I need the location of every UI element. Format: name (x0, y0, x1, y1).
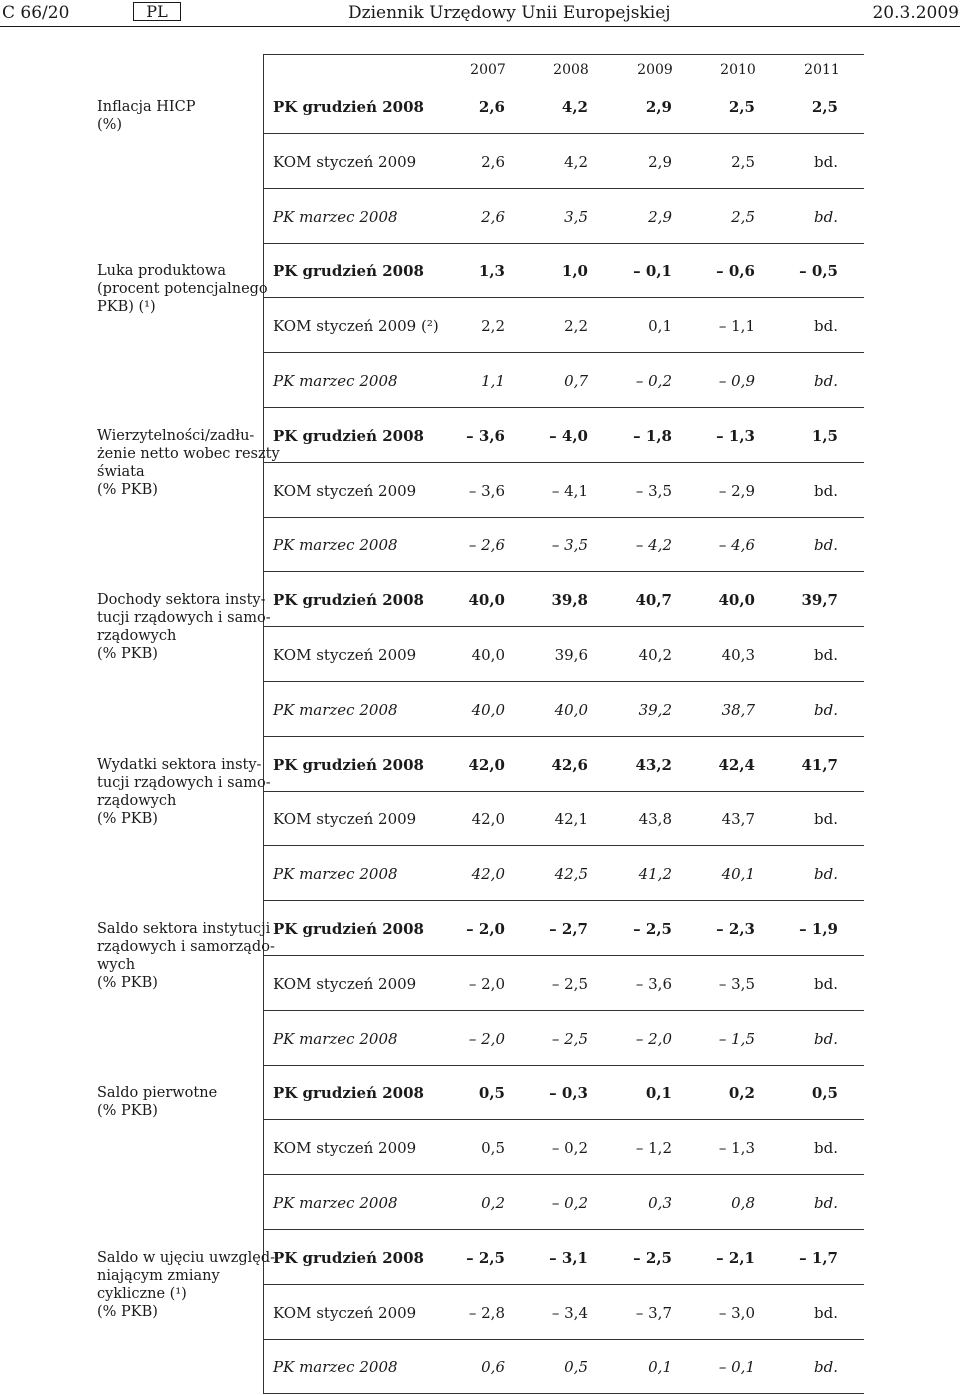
year-header: 2009 (637, 62, 673, 78)
page-header (0, 0, 960, 26)
year-header: 2008 (553, 62, 589, 78)
table-cell: 0,2 (481, 1194, 505, 1212)
indicator-label: Saldo sektora instytucji rządowych i samorządo- wych (% PKB) (97, 921, 275, 991)
table-cell: 42,0 (471, 810, 505, 829)
table-cell: bd. (814, 1303, 838, 1322)
publication-date: 20.3.2009 (872, 3, 959, 23)
table-cell: 2,5 (731, 152, 755, 171)
table-cell: 39,6 (554, 646, 588, 664)
table-cell: – 2,5 (633, 1248, 672, 1267)
table-rule (263, 626, 864, 627)
table-cell: – 0,2 (551, 1139, 588, 1158)
table-cell: 4,2 (561, 98, 588, 116)
table-cell: 2,2 (481, 317, 505, 336)
table-cell: 4,2 (564, 152, 588, 171)
indicator-label: Saldo w ujęciu uwzględ- niającym zmiany cykliczne (¹) (% PKB) (97, 1249, 276, 1320)
table-cell: 0,3 (648, 1194, 672, 1212)
table-cell: – 0,2 (551, 1194, 588, 1212)
table-cell: 39,8 (551, 591, 588, 610)
table-cell: – 2,7 (549, 920, 588, 938)
table-cell: – 3,1 (549, 1248, 588, 1267)
table-cell: bd. (814, 317, 838, 336)
table-cell: 43,7 (721, 810, 755, 829)
table-cell: 1,5 (811, 426, 838, 445)
table-cell: 42,1 (554, 810, 588, 829)
table-column-divider (263, 54, 264, 1393)
table-cell: 0,5 (478, 1084, 505, 1103)
table-cell: 42,5 (554, 865, 588, 884)
table-cell: – 2,5 (633, 920, 672, 938)
forecast-source-label: PK marzec 2008 (273, 700, 398, 719)
table-cell: bd. (814, 1029, 838, 1048)
table-cell: 2,5 (731, 207, 755, 226)
table-cell: 39,7 (801, 591, 838, 610)
table-cell: 43,2 (635, 755, 672, 774)
forecast-source-label: KOM styczeń 2009 (273, 810, 417, 829)
table-cell: – 3,7 (635, 1303, 672, 1322)
language-badge: PL (133, 2, 181, 21)
table-cell: – 4,0 (549, 426, 588, 445)
table-cell: 0,5 (811, 1084, 838, 1103)
table-cell: 40,0 (718, 591, 755, 610)
forecast-source-label: PK grudzień 2008 (273, 1084, 424, 1103)
forecast-source-label: PK grudzień 2008 (273, 262, 424, 281)
table-cell: 2,9 (648, 207, 672, 226)
table-cell: – 1,7 (799, 1248, 838, 1267)
table-cell: – 4,2 (635, 536, 672, 555)
table-rule (263, 681, 864, 682)
forecast-source-label: KOM styczeń 2009 (273, 646, 417, 664)
table-rule (263, 571, 864, 572)
table-cell: – 1,1 (718, 317, 755, 336)
table-cell: – 0,5 (799, 262, 838, 281)
table-cell: bd. (814, 1358, 838, 1377)
table-cell: 0,1 (645, 1084, 672, 1103)
table-cell: – 4,1 (551, 481, 588, 500)
table-cell: – 3,6 (466, 426, 505, 445)
table-cell: 40,0 (554, 700, 588, 719)
table-cell: – 3,5 (551, 536, 588, 555)
forecast-source-label: KOM styczeń 2009 (273, 152, 417, 171)
table-cell: – 2,9 (718, 481, 755, 500)
table-rule (263, 133, 864, 134)
table-cell: bd. (814, 646, 838, 664)
table-cell: – 3,5 (635, 481, 672, 500)
table-rule (263, 1119, 864, 1120)
table-cell: 40,1 (721, 865, 755, 884)
forecast-source-label: PK marzec 2008 (273, 1358, 398, 1377)
table-cell: – 0,9 (718, 372, 755, 390)
forecast-source-label: KOM styczeń 2009 (²) (273, 317, 439, 336)
forecast-source-label: KOM styczeń 2009 (273, 1303, 417, 1322)
table-rule (263, 1393, 864, 1394)
table-cell: – 1,5 (718, 1029, 755, 1048)
table-cell: – 1,3 (718, 1139, 755, 1158)
table-rule (263, 1284, 864, 1285)
table-cell: 40,0 (471, 700, 505, 719)
table-cell: 42,4 (718, 755, 755, 774)
table-rule (263, 1229, 864, 1230)
table-cell: 40,0 (471, 646, 505, 664)
table-rule (263, 900, 864, 901)
forecast-source-label: KOM styczeń 2009 (273, 974, 417, 993)
table-cell: – 0,3 (549, 1084, 588, 1103)
table-cell: 1,1 (481, 372, 505, 390)
table-cell: 43,8 (638, 810, 672, 829)
year-header: 2007 (470, 62, 506, 78)
table-rule (263, 845, 864, 846)
table-cell: 1,3 (478, 262, 505, 281)
table-cell: – 2,5 (551, 1029, 588, 1048)
table-cell: – 2,0 (468, 974, 505, 993)
table-cell: bd. (814, 974, 838, 993)
table-cell: – 3,5 (718, 974, 755, 993)
forecast-source-label: PK grudzień 2008 (273, 591, 424, 610)
forecast-source-label: KOM styczeń 2009 (273, 1139, 417, 1158)
forecast-source-label: PK marzec 2008 (273, 372, 398, 390)
table-rule (263, 243, 864, 244)
table-rule (263, 1010, 864, 1011)
table-cell: bd. (814, 481, 838, 500)
table-cell: 42,0 (468, 755, 505, 774)
table-cell: bd. (814, 810, 838, 829)
table-cell: – 0,1 (718, 1358, 755, 1377)
table-rule (263, 955, 864, 956)
table-cell: 0,5 (564, 1358, 588, 1377)
table-cell: bd. (814, 1194, 838, 1212)
table-cell: 40,0 (468, 591, 505, 610)
table-cell: bd. (814, 372, 838, 390)
table-cell: – 4,6 (718, 536, 755, 555)
header-divider (0, 26, 960, 27)
table-cell: 0,1 (648, 1358, 672, 1377)
table-cell: – 0,6 (716, 262, 755, 281)
table-cell: 0,8 (731, 1194, 755, 1212)
table-cell: – 2,5 (466, 1248, 505, 1267)
table-cell: 1,0 (561, 262, 588, 281)
table-cell: 0,5 (481, 1139, 505, 1158)
forecast-source-label: PK grudzień 2008 (273, 1248, 424, 1267)
table-cell: 0,2 (728, 1084, 755, 1103)
indicator-label: Wierzytelności/zadłu- żenie netto wobec reszty świata (% PKB) (97, 427, 280, 498)
table-cell: – 2,3 (716, 920, 755, 938)
table-cell: 2,6 (481, 207, 505, 226)
table-cell: – 3,0 (718, 1303, 755, 1322)
table-cell: 0,7 (564, 372, 588, 390)
table-cell: 2,9 (645, 98, 672, 116)
forecast-source-label: PK grudzień 2008 (273, 755, 424, 774)
journal-title: Dziennik Urzędowy Unii Europejskiej (348, 3, 671, 23)
table-cell: 41,7 (801, 755, 838, 774)
forecast-source-label: PK grudzień 2008 (273, 98, 424, 116)
table-cell: – 3,4 (551, 1303, 588, 1322)
forecast-source-label: PK marzec 2008 (273, 536, 398, 555)
table-cell: – 1,3 (716, 426, 755, 445)
table-cell: – 2,0 (635, 1029, 672, 1048)
table-cell: bd. (814, 152, 838, 171)
table-rule (263, 1174, 864, 1175)
table-rule (263, 54, 864, 55)
forecast-source-label: PK grudzień 2008 (273, 920, 424, 938)
indicator-label: Wydatki sektora insty- tucji rządowych i samo- rządowych (% PKB) (97, 756, 271, 827)
table-cell: – 0,2 (635, 372, 672, 390)
indicator-label: Luka produktowa (procent potencjalnego PKB) (¹) (97, 263, 268, 316)
table-cell: 2,5 (811, 98, 838, 116)
table-rule (263, 517, 864, 518)
table-cell: – 3,6 (635, 974, 672, 993)
table-cell: 0,1 (648, 317, 672, 336)
table-cell: bd. (814, 536, 838, 555)
table-rule (263, 1065, 864, 1066)
table-cell: – 2,8 (468, 1303, 505, 1322)
table-rule (263, 407, 864, 408)
table-rule (263, 462, 864, 463)
table-cell: – 2,1 (716, 1248, 755, 1267)
indicator-label: Saldo pierwotne (% PKB) (97, 1085, 218, 1120)
table-rule (263, 791, 864, 792)
table-cell: 38,7 (721, 700, 755, 719)
table-rule (263, 1339, 864, 1340)
indicator-label: Inflacja HICP (%) (97, 99, 196, 133)
table-cell: – 2,5 (551, 974, 588, 993)
table-cell: bd. (814, 865, 838, 884)
table-cell: – 1,8 (633, 426, 672, 445)
table-cell: 2,6 (481, 152, 505, 171)
table-cell: – 2,0 (468, 1029, 505, 1048)
forecast-source-label: PK marzec 2008 (273, 865, 398, 884)
table-cell: 40,3 (721, 646, 755, 664)
forecast-source-label: PK marzec 2008 (273, 1194, 398, 1212)
table-cell: 40,7 (635, 591, 672, 610)
year-header: 2011 (804, 62, 840, 78)
table-cell: 42,0 (471, 865, 505, 884)
table-cell: bd. (814, 1139, 838, 1158)
table-cell: – 1,2 (635, 1139, 672, 1158)
table-cell: – 3,6 (468, 481, 505, 500)
page-number: C 66/20 (2, 3, 70, 23)
table-rule (263, 736, 864, 737)
table-cell: 2,6 (478, 98, 505, 116)
table-cell: – 0,1 (633, 262, 672, 281)
table-rule (263, 188, 864, 189)
forecast-source-label: PK marzec 2008 (273, 207, 398, 226)
table-rule (263, 352, 864, 353)
forecast-source-label: KOM styczeń 2009 (273, 481, 417, 500)
table-rule (263, 297, 864, 298)
table-cell: 2,9 (648, 152, 672, 171)
table-cell: 40,2 (638, 646, 672, 664)
forecast-source-label: PK marzec 2008 (273, 1029, 398, 1048)
table-cell: 39,2 (638, 700, 672, 719)
table-cell: – 2,6 (468, 536, 505, 555)
year-header: 2010 (720, 62, 756, 78)
table-cell: 42,6 (551, 755, 588, 774)
table-cell: – 2,0 (466, 920, 505, 938)
table-cell: – 1,9 (799, 920, 838, 938)
table-cell: 41,2 (638, 865, 672, 884)
table-cell: bd. (814, 700, 838, 719)
table-cell: 2,5 (728, 98, 755, 116)
indicator-label: Dochody sektora insty- tucji rządowych i samo- rządowych (% PKB) (97, 592, 271, 663)
forecast-source-label: PK grudzień 2008 (273, 426, 424, 445)
table-cell: 0,6 (481, 1358, 505, 1377)
table-cell: bd. (814, 207, 838, 226)
table-cell: 3,5 (564, 207, 588, 226)
table-cell: 2,2 (564, 317, 588, 336)
